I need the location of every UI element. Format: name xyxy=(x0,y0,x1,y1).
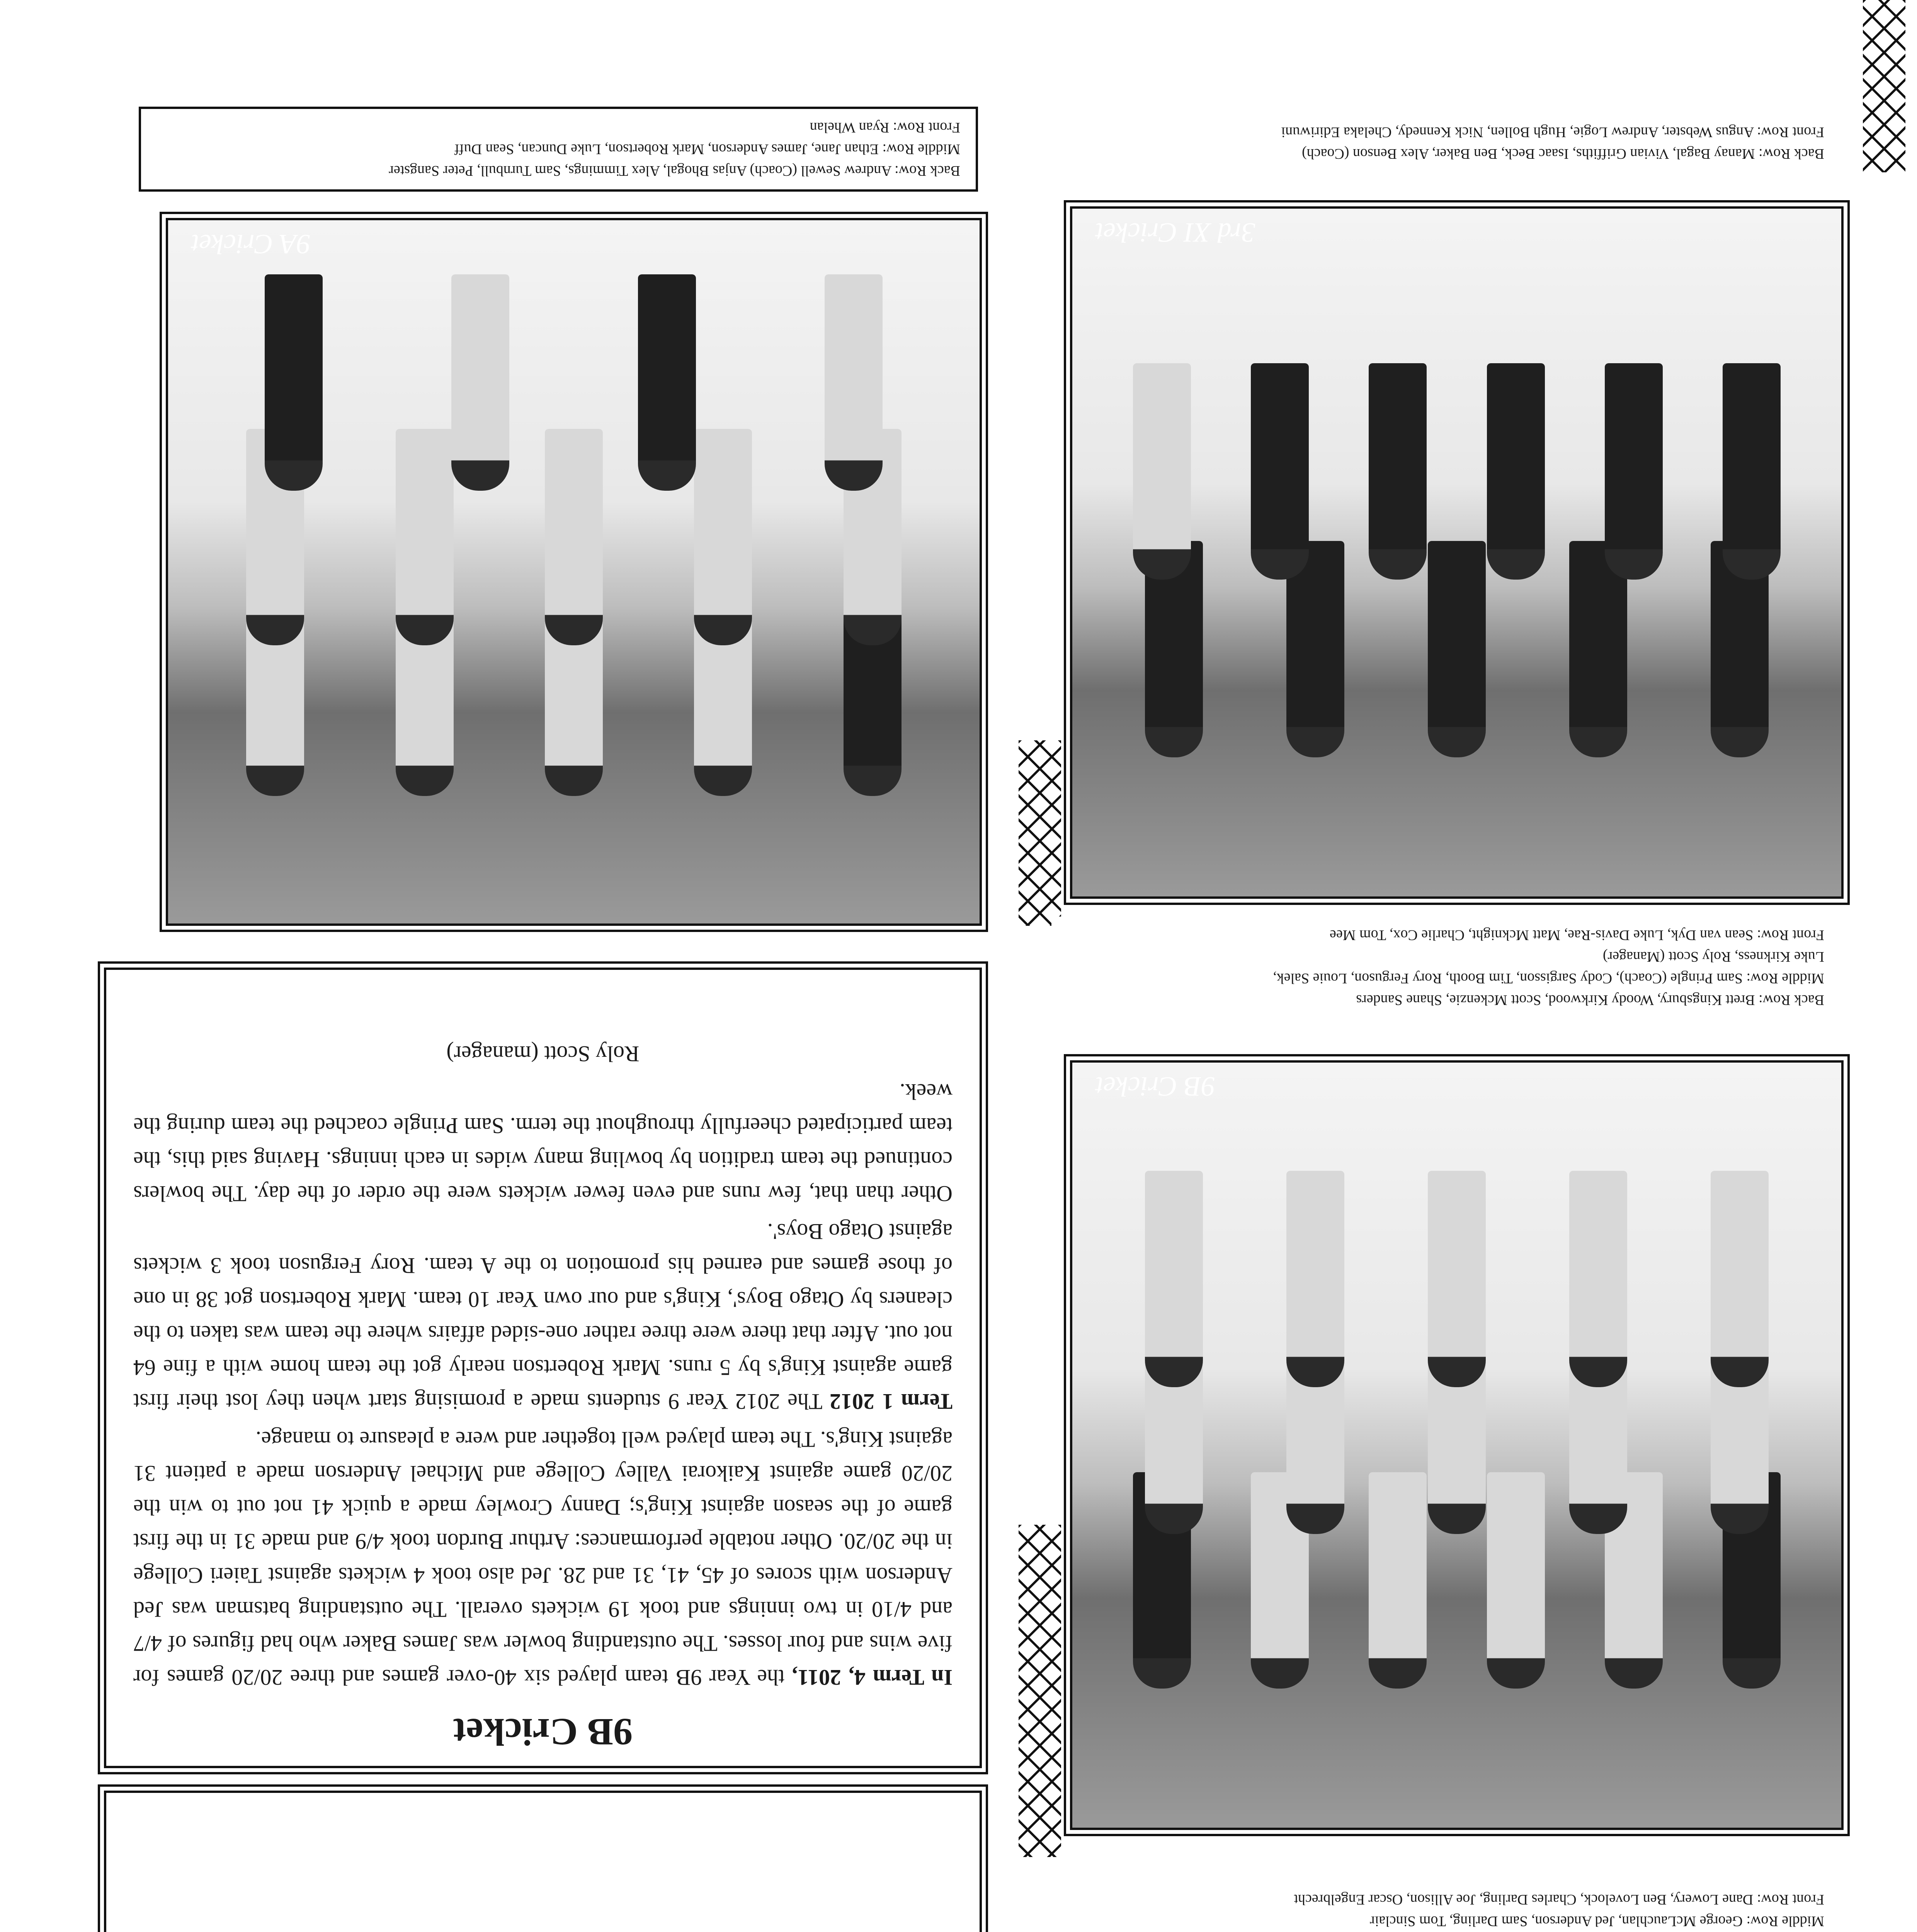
player-figure xyxy=(265,274,323,491)
player-figure xyxy=(638,274,696,491)
caption-line: Middle Row: Sam Pringle (Coach), Cody Sargisson, Tim Booth, Rory Ferguson, Louie Salek, xyxy=(1273,970,1824,986)
photo-label: 9B Cricket xyxy=(1095,1071,1215,1102)
article-paragraph xyxy=(133,1214,953,1418)
player-figure xyxy=(1369,363,1427,580)
player-figure xyxy=(1569,1171,1627,1387)
player-figure xyxy=(1428,1171,1486,1387)
caption-line: Middle Row: Ethan Jane, James Anderson, Mark Robertson, Luke Duncan, Sean Duff xyxy=(454,141,960,157)
caption-line: Front Row: Ryan Whelan xyxy=(810,119,960,136)
coach-figure xyxy=(1133,363,1191,580)
player-figure xyxy=(1145,1171,1203,1387)
caption-line: Back Row: Brett Kingsbury, Woody Kirkwood, Scott Mckenzie, Shane Sanders xyxy=(1356,992,1824,1008)
article-cricket-9b xyxy=(104,968,982,1768)
decorative-band-middle xyxy=(1019,1525,1061,1857)
player-figure xyxy=(1605,363,1663,580)
team-photo-9b xyxy=(1070,1060,1844,1830)
photo-caption-9b xyxy=(1051,917,1840,1019)
caption-line: Luke Kirkness, Roly Scott (Manager) xyxy=(1602,949,1824,965)
player-figure xyxy=(1711,1171,1769,1387)
article-paragraph: Other than that, few runs and even fewer wickets were the order of the day. The bowlers continued the team tradition by bowling many wides in each innings. Having said this, the team participated cheerfully throughout the term. Sam Pringle coached the team during the week. xyxy=(133,1079,953,1206)
section-heading: 9B Cricket xyxy=(453,1711,633,1753)
article-paragraph xyxy=(133,1422,953,1694)
article-body xyxy=(106,1037,980,1710)
player-figure xyxy=(1723,363,1781,580)
article-signoff: Roly Scott (manager) xyxy=(446,1041,640,1066)
caption-line: Middle Row: George McLauchlan, Jed Anderson, Sam Darling, Tom Sinclair xyxy=(1370,1913,1824,1929)
photo-caption-9a xyxy=(139,107,978,192)
article-cricket-10a xyxy=(104,1791,982,1932)
caption-line: Front Row: Dane Lowery, Ben Lovelock, Charles Darling, Joe Allison, Oscar Engelbrecht xyxy=(1294,1891,1824,1908)
caption-line: Back Row: Andrew Sewell (Coach) Anjas Bhogal, Alex Timmings, Sam Turnbull, Peter Sangster xyxy=(389,163,960,179)
player-figure xyxy=(1487,363,1545,580)
player-figure xyxy=(825,274,883,491)
paragraph-text: the Year 9B team played six 40-over games and three 20/20 games for five wins and four losses. The outstanding bowler was James Baker who had figures of 4/7 and 4/10 in two innings and took 19 wickets overall. The outstanding batsman was Jed Anderson with scores of 45, 41, 31 and 28. Jed also took 4 wickets against Taieri College in the 20/20. Other notable performances: Arthur Burdon took 4/9 and made 31 in the first game of the season against King's; Danny Crowley made a quick 41 not out to win the 20/20 game against Kaikorai Valley College and Michael Anderson made a patient 31 against King's. The team played well together and were a pleasure to manage. xyxy=(133,1427,953,1690)
photo-caption-3rd-xi xyxy=(1051,114,1840,172)
paragraph-lead: In Term 4, 2011, xyxy=(792,1665,953,1690)
decorative-border-left-bottom xyxy=(1863,0,1905,172)
paragraph-lead: Term 1 2012 xyxy=(830,1389,953,1414)
player-figure xyxy=(452,274,510,491)
team-photo-9a xyxy=(166,218,982,926)
paragraph-text: The 2012 Year 9 students made a promising start when they lost their first game against King's by 5 runs. Mark Robertson nearly got the team home with a fine 64 not out. After that there were three rather one-sided affairs where the team was taken to the cleaners by Otago Boys', King's and our own Year 10 team. Mark Robertson got 38 in one of those games and earned his promotion to the A team. Rory Ferguson took 3 wickets against Otago Boys'. xyxy=(133,1219,953,1414)
caption-line: Front Row: Sean van Dyk, Luke Davis-Rae, Matt Mcknight, Charlie Cox, Tom Mee xyxy=(1329,927,1824,943)
photo-label: 3rd XI Cricket xyxy=(1095,217,1255,248)
player-figure xyxy=(1251,363,1309,580)
decorative-band-middle-2 xyxy=(1019,740,1061,926)
team-photo-3rd-xi xyxy=(1070,206,1844,899)
photo-label: 9A Cricket xyxy=(191,229,311,260)
caption-line: Back Row: Manay Bagal, Vivian Griffiths, Isaac Beck, Ben Baker, Alex Benson (Coach) xyxy=(1302,146,1824,162)
caption-line: Front Row: Angus Webster, Andrew Logie, Hugh Bollen, Nick Kennedy, Chelaka Ediriwuni xyxy=(1281,124,1824,140)
photo-caption-10ba xyxy=(1051,1881,1840,1932)
player-figure xyxy=(1286,1171,1344,1387)
